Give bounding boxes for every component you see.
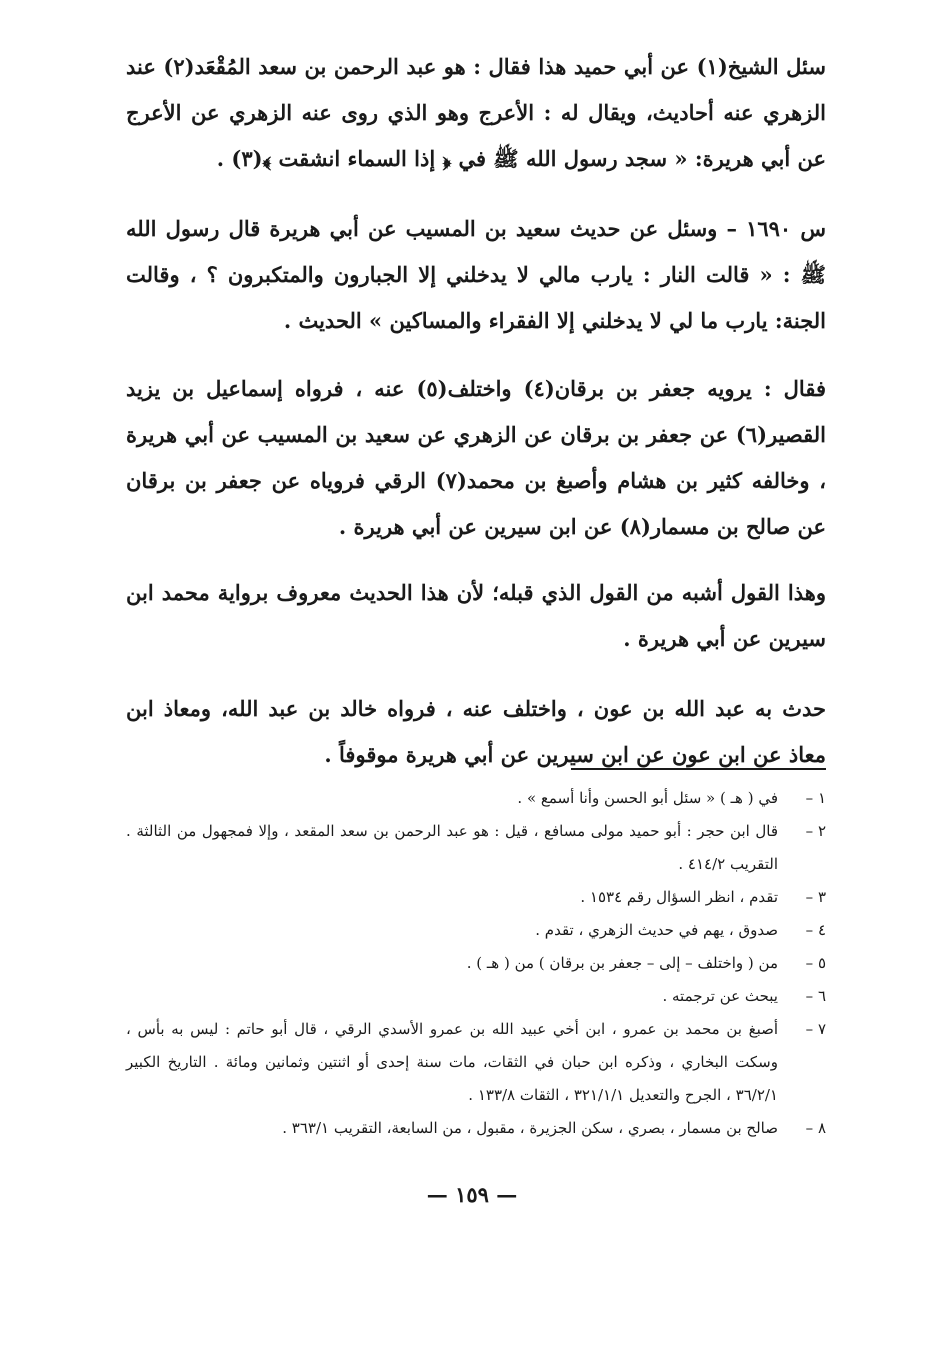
- footnote-text: صالح بن مسمار ، بصري ، سكن الجزيرة ، مقبول ، من السابعة، التقريب ٣٦٣/١ .: [282, 1119, 778, 1137]
- footnote-number: ٦ –: [805, 987, 826, 1005]
- footnote-number: ٧ –: [805, 1020, 826, 1038]
- footnote: [126, 1112, 826, 1145]
- footnote-number: ٥ –: [805, 954, 826, 972]
- footnote-divider: [571, 768, 826, 770]
- footnotes: [126, 782, 826, 1145]
- footnote: [126, 914, 826, 947]
- footnote: [126, 782, 826, 815]
- footnote-number: ٢ –: [805, 822, 826, 840]
- footnote-text: تقدم ، انظر السؤال رقم ١٥٣٤ .: [580, 888, 778, 906]
- footnote-text: في ( هـ ) « سئل أبو الحسن وأنا أسمع » .: [517, 789, 778, 807]
- paragraph-4: وهذا القول أشبه من القول الذي قبله؛ لأن هذا الحديث معروف برواية محمد ابن سيرين عن أبي هريرة .: [126, 580, 826, 651]
- footnote: [126, 815, 826, 881]
- footnote-text: أصبغ بن محمد بن عمرو ، ابن أخي عبيد الله بن عمرو الأسدي الرقي ، قال أبو حاتم : ليس به بأس ، وسكت البخاري ، وذكره ابن حبان في الثقات، مات سنة إحدى أو اثنتين وثمانين ومائة . التاريخ الكبير ٣٦/٢/١ ، الجرح والتعديل ٣٢١/١/١ ، الثقات ١٣٣/٨ .: [126, 1020, 778, 1104]
- footnote-number: ٨ –: [805, 1119, 826, 1137]
- footnote: [126, 881, 826, 914]
- footnote: [126, 947, 826, 980]
- footnote-number: ٣ –: [805, 888, 826, 906]
- footnote-text: قال ابن حجر : أبو حميد مولى مسافع ، قيل : هو عبد الرحمن بن سعد المقعد ، وإلا فمجهول من الثالثة . التقريب ٤١٤/٢ .: [126, 822, 778, 873]
- main-text: [126, 44, 826, 778]
- footnote-number: ١ –: [805, 789, 826, 807]
- footnote-number: ٤ –: [805, 921, 826, 939]
- footnote: [126, 980, 826, 1013]
- footnote-text: من ( واختلف – إلى – جعفر بن برقان ) من ( هـ ) .: [466, 954, 778, 972]
- paragraph-5: حدث به عبد الله بن عون ، واختلف عنه ، فرواه خالد بن عبد الله، ومعاذ ابن معاذ عن ابن عون عن ابن سيرين عن أبي هريرة موقوفاً .: [126, 696, 826, 767]
- paragraph-question-1690: س ١٦٩٠ – وسئل عن حديث سعيد بن المسيب عن أبي هريرة قال رسول الله ﷺ : « قالت النار : يارب مالي لا يدخلني إلا الجبارون والمتكبرون ؟ ، وقالت الجنة: يارب ما لي لا يدخلني إلا الفقراء والمساكين » الحديث .: [126, 216, 826, 333]
- paragraph-3: فقال : يرويه جعفر بن برقان(٤) واختلف(٥) عنه ، فرواه إسماعيل بن يزيد القصير(٦) عن جعفر بن برقان عن الزهري عن سعيد بن المسيب عن أبي هريرة ، وخالفه كثير بن هشام وأصبغ بن محمد(٧) الرقي فروياه عن جعفر بن برقان عن صالح بن مسمار(٨) عن ابن سيرين عن أبي هريرة .: [126, 376, 827, 539]
- footnote-text: صدوق ، يهم في حديث الزهري ، تقدم .: [535, 921, 778, 939]
- footnote-text: يبحث عن ترجمته .: [662, 987, 778, 1005]
- page-number: — ١٥٩ —: [426, 1182, 518, 1207]
- footnote: [126, 1013, 826, 1112]
- paragraph-1: سئل الشيخ(١) عن أبي حميد هذا فقال : هو عبد الرحمن بن سعد المُقْعَد(٢) عند الزهري عنه أحاديث، ويقال له : الأعرج وهو الذي روى عنه الزهري عن الأعرج عن أبي هريرة: « سجد رسول الله ﷺ في ﴿ إذا السماء انشقت ﴾(٣) .: [126, 54, 826, 171]
